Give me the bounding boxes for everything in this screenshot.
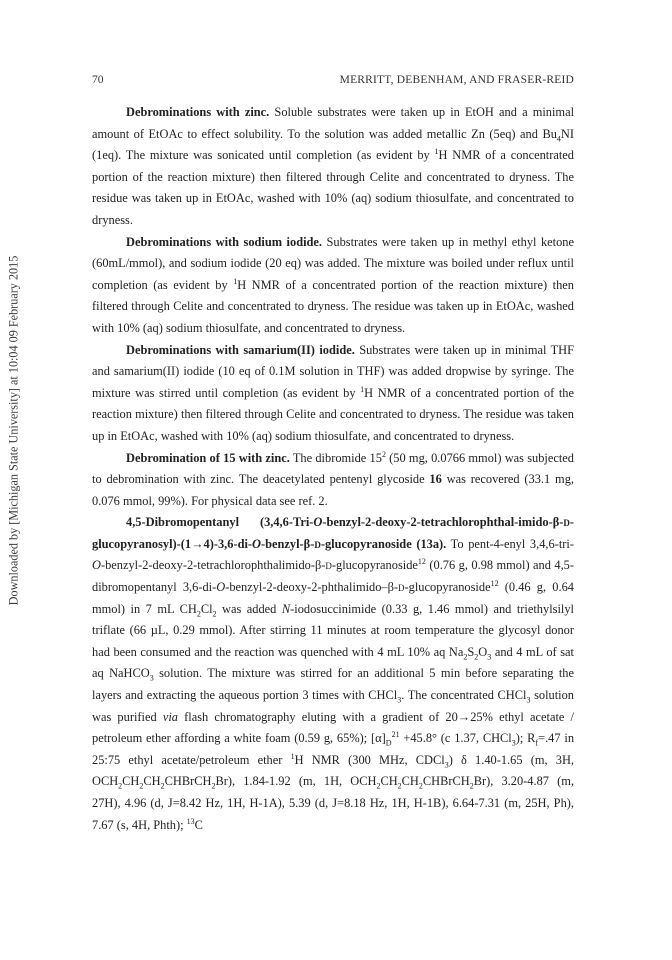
- superscript: 1: [434, 147, 439, 157]
- text: -glucopyranosyl)-(1→4)-3,6-di-: [92, 515, 574, 551]
- text: Substrates were taken up in methyl ethyl ketone (60mL/mmol), and sodium iodide (20 eq) was added. The mixture was boiled under reflux until completion (as evident by: [92, 234, 574, 292]
- text: O: [92, 558, 101, 573]
- text: -iodosuccinimide (0.33 g, 1.46 mmol) and triethylsilyl triflate (66 µL, 0.29 mmol). After stirring 11 minutes at room temperature the glycosyl donor had been consumed and the reaction was quenched with 4 mL 10% aq Na: [92, 601, 574, 659]
- text: (0.76 g, 0.98 mmol) and 4,5-dibromopentanyl 3,6-di-: [92, 558, 574, 595]
- heading-sodium-iodide: Debrominations with sodium iodide.: [126, 234, 323, 249]
- text: -benzyl-2-deoxy-2-phthalimido–β-: [225, 580, 399, 595]
- text: was added: [216, 601, 282, 616]
- text: CH: [401, 774, 419, 789]
- download-watermark: [2, 150, 26, 710]
- subscript: 2: [211, 781, 216, 791]
- text: H NMR of a concentrated portion of the reaction mixture) then filtered through Celite and concentrated to dryness. The residue was taken up in EtOAc, washed with 10% (aq) sodium thiosulfate, and concentrated to dryness.: [92, 277, 574, 335]
- text: O: [216, 580, 226, 595]
- subscript: f: [535, 738, 539, 748]
- text: The dibromide 15: [289, 450, 382, 465]
- superscript: 1: [233, 276, 238, 286]
- reference-superscript: 12: [417, 557, 426, 567]
- text: d: [398, 580, 405, 595]
- reference-superscript: 12: [490, 578, 499, 588]
- text: -glucopyranoside: [404, 580, 491, 595]
- text: O: [313, 515, 323, 530]
- text: via: [162, 709, 178, 724]
- text: ) δ 1.40-1.65 (m, 3H, OCH: [92, 752, 575, 789]
- subscript: 2: [418, 781, 423, 791]
- text: H NMR of a concentrated portion of the reaction mixture) then filtered through Celite and concentrated to dryness. The residue was taken up in EtOAc, washed with 10% (aq) sodium thiosulfate, and concentrated to dryness.: [92, 148, 574, 227]
- text: H NMR of a concentrated portion of the reaction mixture) then filtered through Celite and concentrated to dryness. The residue was taken up in EtOAc, washed with 10% (aq) sodium thiosulfate, and concentrated to dryness.: [92, 385, 574, 443]
- text: CH: [380, 774, 398, 789]
- text: and 4 mL of sat aq NaHCO: [92, 644, 574, 681]
- text: was recovered (33.1 mg, 0.076 mmol, 99%). For physical data see ref. 2.: [92, 472, 574, 508]
- subscript: 2: [474, 652, 479, 662]
- text: NI (1eq). The mixture was sonicated until completion (as evident by: [92, 126, 574, 163]
- subscript: 2: [196, 609, 201, 619]
- subscript: 2: [463, 652, 468, 662]
- text: CHBrCH: [422, 774, 470, 789]
- subscript: 2: [469, 781, 474, 791]
- article-body: [92, 102, 574, 836]
- text: CH: [143, 774, 161, 789]
- text: 4,5-Dibromopentanyl (3,4,6-Tri-: [126, 515, 314, 530]
- text: -benzyl-2-deoxy-2-tetrachlorophthalimido-β-: [100, 558, 326, 573]
- subscript: 3: [149, 673, 154, 683]
- text: N: [281, 601, 291, 616]
- subscript: 4: [556, 134, 561, 144]
- text: Soluble substrates were taken up in EtOH and a minimal amount of EtOAc to effect solubility. To the solution was added metallic Zn (5eq) and Bu: [92, 105, 575, 141]
- paragraph-compound-15: [92, 448, 574, 513]
- text: -benzyl-β-: [261, 536, 315, 551]
- text: +45.8° (c 1.37, CHCl: [399, 731, 512, 746]
- text: Substrates were taken up in minimal THF and samarium(II) iodide (10 eq of 0.1M solution in THF) was added dropwise by syringe. The mixture was stirred until completion (as evident by: [92, 342, 574, 400]
- paragraph-zinc: [92, 102, 574, 232]
- text: solution was purified: [92, 688, 574, 724]
- subscript: 3: [487, 652, 492, 662]
- subscript: 2: [139, 781, 144, 791]
- text: C: [194, 817, 203, 832]
- text: solution. The mixture was stirred for an additional 5 min before separating the layers and extracting the aqueous portion 3 times with CHCl: [92, 666, 574, 703]
- text: d: [325, 558, 332, 573]
- subscript: 2: [376, 781, 381, 791]
- heading-compound-15: Debromination of 15 with zinc.: [126, 450, 290, 465]
- download-notice: Downloaded by [Michigan State University] at 10:04 09 February 2015: [6, 255, 21, 605]
- text: CH: [122, 774, 140, 789]
- subscript: 3: [397, 695, 402, 705]
- subscript: 3: [526, 695, 531, 705]
- text: -benzyl-2-deoxy-2-tetrachlorophthal-imido-β-: [322, 515, 564, 530]
- subscript: 2: [160, 781, 165, 791]
- text: O: [478, 644, 488, 659]
- subscript: 2: [397, 781, 402, 791]
- compound-number: 16: [429, 472, 442, 487]
- paragraph-sodium-iodide: [92, 232, 574, 340]
- text: flash chromatography eluting with a gradient of 20→25% ethyl acetate / petroleum ether affording a white foam (0.59 g, 65%); [α]: [92, 709, 574, 746]
- subscript: D: [385, 738, 392, 748]
- text: . The concentrated CHCl: [401, 688, 527, 703]
- page-number: 70: [92, 74, 104, 86]
- text: (0.46 g, 0.64 mmol) in 7 mL CH: [92, 580, 574, 616]
- page-header: [92, 74, 574, 90]
- text: (50 mg, 0.0766 mmol) was subjected to debromination with zinc. The deacetylated pentenyl glycoside: [92, 450, 575, 487]
- subscript: 2: [212, 609, 217, 619]
- superscript: 1: [360, 384, 365, 394]
- superscript: 21: [391, 730, 400, 740]
- paragraph-compound-13a: [92, 512, 574, 836]
- subscript: 3: [511, 738, 516, 748]
- subscript: 3: [444, 760, 449, 770]
- text: H NMR (300 MHz, CDCl: [294, 752, 445, 767]
- text: -glucopyranoside: [331, 558, 418, 573]
- text: Br), 3.20-4.87 (m, 27H), 4.96 (d, J=8.42 Hz, 1H, H-1A), 5.39 (d, J=8.18 Hz, 1H, H-1B), 6.64-7.31 (m, 25H, Ph), 7.67 (s, 4H, Phth);: [92, 774, 575, 832]
- superscript: 2: [381, 449, 386, 459]
- heading-zinc: Debrominations with zinc.: [126, 105, 270, 119]
- superscript: 1: [290, 751, 295, 761]
- paragraph-samarium: [92, 340, 574, 448]
- text: ); R: [515, 731, 536, 746]
- text: To pent-4-enyl 3,4,6-tri-: [446, 536, 574, 551]
- text: d: [563, 515, 570, 530]
- text: CHBrCH: [164, 774, 212, 789]
- text: S: [467, 644, 475, 659]
- text: O: [252, 536, 261, 551]
- running-head: MERRITT, DEBENHAM, AND FRASER-REID: [339, 74, 574, 86]
- text: =.47 in 25:75 ethyl acetate/petroleum ether: [92, 731, 575, 767]
- superscript: 13: [186, 816, 195, 826]
- text: d: [314, 536, 321, 551]
- text: -glucopyranoside (13a).: [320, 536, 447, 551]
- heading-samarium: Debrominations with samarium(II) iodide.: [126, 342, 355, 357]
- subscript: 2: [118, 781, 123, 791]
- text: Cl: [200, 601, 213, 616]
- text: Br), 1.84-1.92 (m, 1H, OCH: [215, 774, 377, 789]
